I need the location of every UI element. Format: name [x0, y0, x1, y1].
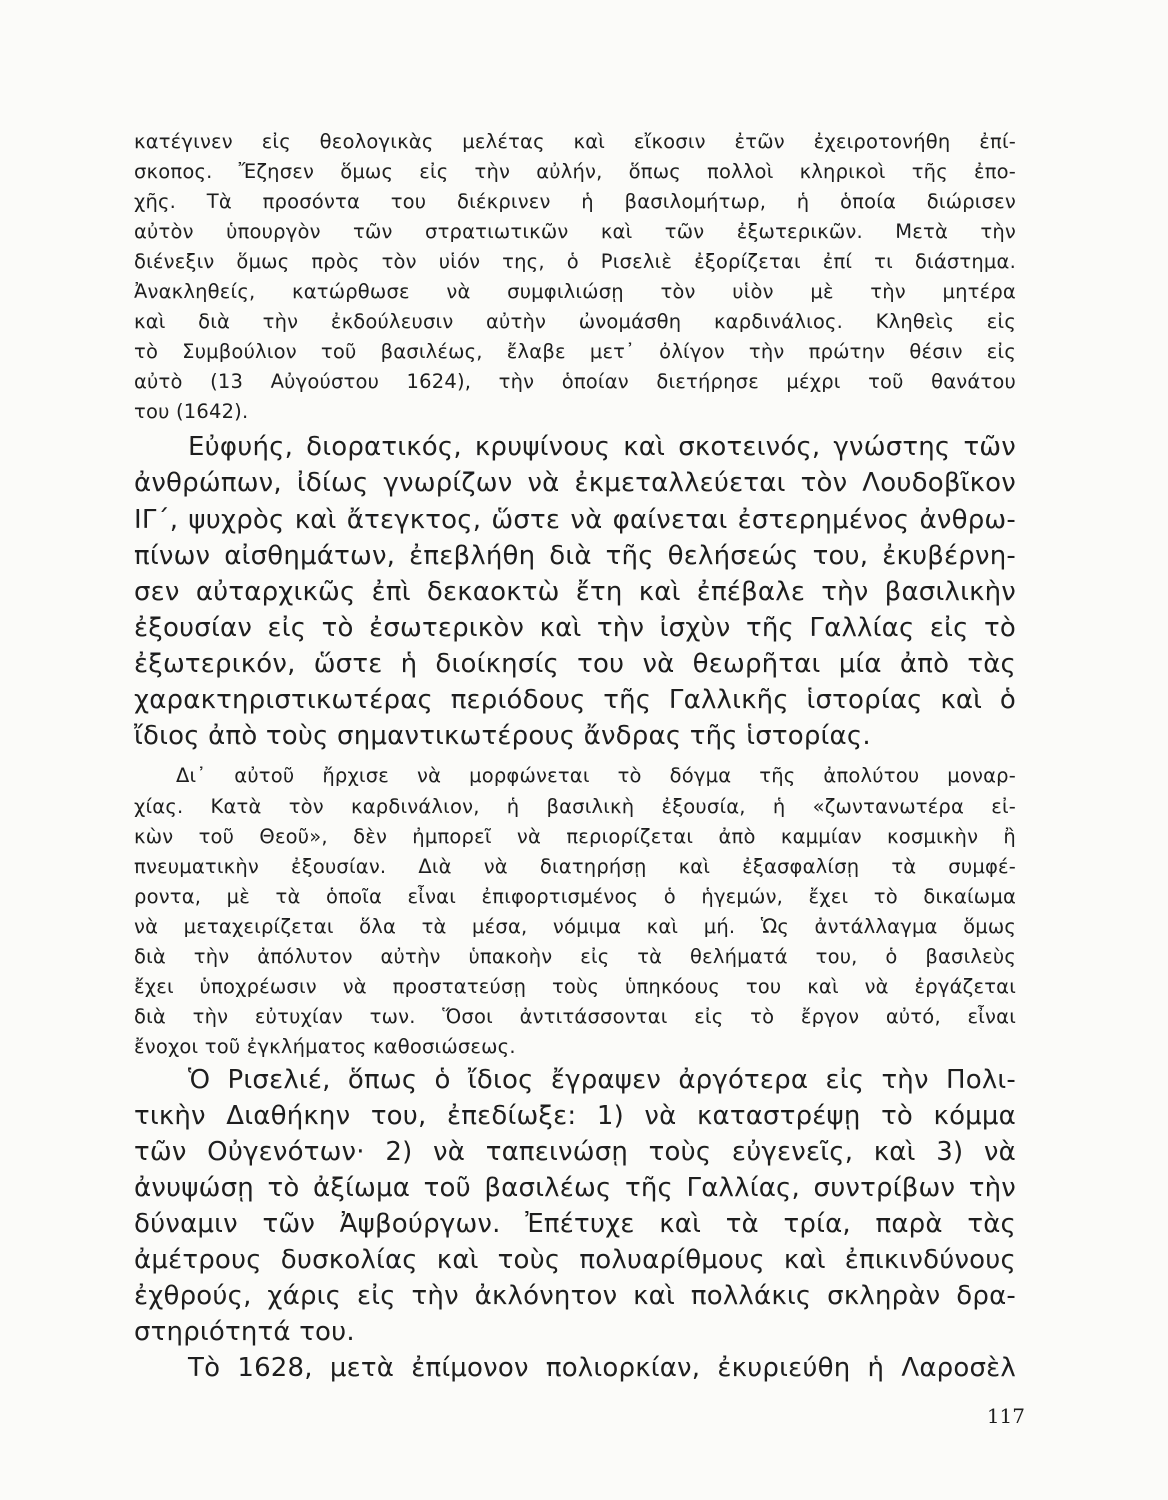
paragraph-4-line-6: ἀμέτρους δυσκολίας καὶ τοὺς πολυαρίθμους καὶ ἐπικινδύνους [134, 1245, 1016, 1275]
paragraph-2-line-2: ἀνθρώπων, ἰδίως γνωρίζων νὰ ἐκμεταλλεύεται τὸν Λουδοβῖκον [134, 468, 1016, 498]
paragraph-3-line-1: Δι᾽ αὐτοῦ ἤρχισε νὰ μορφώνεται τὸ δόγμα τῆς ἀπολύτου μοναρ- [176, 764, 1016, 787]
paragraph-3-line-10: ἔνοχοι τοῦ ἐγκλήματος καθοσιώσεως. [134, 1035, 516, 1058]
paragraph-1-line-5: διένεξιν ὅμως πρὸς τὸν υἱόν της, ὁ Ρισελιὲ ἐξορίζεται ἐπί τι διάστημα. [134, 250, 1016, 273]
paragraph-2-line-4: πίνων αἰσθημάτων, ἐπεβλήθη διὰ τῆς θελήσεώς του, ἐκυβέρνη- [134, 541, 1016, 571]
paragraph-2-line-7: ἐξωτερικόν, ὥστε ἡ διοίκησίς του νὰ θεωρῆται μία ἀπὸ τὰς [134, 649, 1016, 679]
paragraph-3-line-5: ροντα, μὲ τὰ ὁποῖα εἶναι ἐπιφορτισμένος ὁ ἡγεμών, ἔχει τὸ δικαίωμα [134, 885, 1016, 908]
paragraph-4-line-4: ἀνυψώσῃ τὸ ἀξίωμα τοῦ βασιλέως τῆς Γαλλίας, συντρίβων τὴν [134, 1173, 1016, 1203]
paragraph-4-line-8: στηριότητά του. [134, 1317, 355, 1347]
paragraph-1-line-7: καὶ διὰ τὴν ἐκδούλευσιν αὐτὴν ὠνομάσθη καρδινάλιος. Κληθεὶς εἰς [134, 310, 1016, 333]
paragraph-2-line-5: σεν αὐταρχικῶς ἐπὶ δεκαοκτὼ ἔτη καὶ ἐπέβαλε τὴν βασιλικὴν [134, 577, 1016, 607]
paragraph-1-line-1: κατέγινεν εἰς θεολογικὰς μελέτας καὶ εἴκοσιν ἐτῶν ἐχειροτονήθη ἐπί- [134, 130, 1016, 153]
paragraph-5-line-1: Τὸ 1628, μετὰ ἐπίμονον πολιορκίαν, ἐκυριεύθη ἡ Λαροσὲλ [188, 1353, 1016, 1383]
paragraph-1-line-2: σκοπος. Ἔζησεν ὅμως εἰς τὴν αὐλήν, ὅπως πολλοὶ κληρικοὶ τῆς ἐπο- [134, 160, 1016, 183]
paragraph-1-line-8: τὸ Συμβούλιον τοῦ βασιλέως, ἔλαβε μετ᾽ ὀλίγον τὴν πρώτην θέσιν εἰς [134, 340, 1016, 363]
paragraph-3-line-9: διὰ τὴν εὐτυχίαν των. Ὅσοι ἀντιτάσσονται εἰς τὸ ἔργον αὐτό, εἶναι [134, 1005, 1016, 1028]
paragraph-1-line-3: χῆς. Τὰ προσόντα του διέκρινεν ἡ βασιλομήτωρ, ἡ ὁποία διώρισεν [134, 190, 1016, 213]
paragraph-3-line-6: νὰ μεταχειρίζεται ὅλα τὰ μέσα, νόμιμα καὶ μή. Ὡς ἀντάλλαγμα ὅμως [134, 915, 1016, 938]
paragraph-3-line-7: διὰ τὴν ἀπόλυτον αὐτὴν ὑπακοὴν εἰς τὰ θελήματά του, ὁ βασιλεὺς [134, 945, 1016, 968]
paragraph-2-line-8: χαρακτηριστικωτέρας περιόδους τῆς Γαλλικῆς ἱστορίας καὶ ὁ [134, 685, 1016, 715]
paragraph-1-line-10: του (1642). [134, 400, 249, 423]
paragraph-2-line-9: ἴδιος ἀπὸ τοὺς σημαντικωτέρους ἄνδρας τῆς ἱστορίας. [134, 721, 871, 751]
paragraph-2-line-1: Εὐφυής, διορατικός, κρυψίνους καὶ σκοτεινός, γνώστης τῶν [188, 432, 1016, 462]
page-number: 117 [986, 1404, 1025, 1428]
paragraph-3-line-4: πνευματικὴν ἐξουσίαν. Διὰ νὰ διατηρήσῃ καὶ ἐξασφαλίσῃ τὰ συμφέ- [134, 855, 1016, 878]
paragraph-1-line-6: Ἀνακληθείς, κατώρθωσε νὰ συμφιλιώσῃ τὸν υἱὸν μὲ τὴν μητέρα [134, 280, 1016, 303]
paragraph-2-line-6: ἐξουσίαν εἰς τὸ ἐσωτερικὸν καὶ τὴν ἰσχὺν τῆς Γαλλίας εἰς τὸ [134, 613, 1016, 643]
paragraph-4-line-5: δύναμιν τῶν Ἀψβούργων. Ἐπέτυχε καὶ τὰ τρία, παρὰ τὰς [134, 1209, 1016, 1239]
paragraph-1-line-9: αὐτὸ (13 Αὐγούστου 1624), τὴν ὁποίαν διετήρησε μέχρι τοῦ θανάτου [134, 370, 1016, 393]
paragraph-4-line-7: ἐχθρούς, χάρις εἰς τὴν ἀκλόνητον καὶ πολλάκις σκληρὰν δρα- [134, 1281, 1016, 1311]
paragraph-4-line-3: τῶν Οὐγενότων· 2) νὰ ταπεινώσῃ τοὺς εὐγενεῖς, καὶ 3) νὰ [134, 1137, 1016, 1167]
paragraph-4-line-1: Ὁ Ρισελιέ, ὅπως ὁ ἴδιος ἔγραψεν ἀργότερα εἰς τὴν Πολι- [188, 1065, 1016, 1095]
paragraph-1-line-4: αὐτὸν ὑπουργὸν τῶν στρατιωτικῶν καὶ τῶν ἐξωτερικῶν. Μετὰ τὴν [134, 220, 1016, 243]
paragraph-4-line-2: τικὴν Διαθήκην του, ἐπεδίωξε: 1) νὰ καταστρέψῃ τὸ κόμμα [134, 1101, 1016, 1131]
paragraph-3-line-8: ἔχει ὑποχρέωσιν νὰ προστατεύσῃ τοὺς ὑπηκόους του καὶ νὰ ἐργάζεται [134, 975, 1016, 998]
paragraph-2-line-3: ΙΓ΄, ψυχρὸς καὶ ἄτεγκτος, ὥστε νὰ φαίνεται ἐστερημένος ἀνθρω- [134, 505, 1016, 535]
paragraph-3-line-2: χίας. Κατὰ τὸν καρδινάλιον, ἡ βασιλικὴ ἐξουσία, ἡ «ζωντανωτέρα εἰ- [134, 795, 1016, 818]
paragraph-3-line-3: κὼν τοῦ Θεοῦ», δὲν ἠμπορεῖ νὰ περιορίζεται ἀπὸ καμμίαν κοσμικὴν ἢ [134, 825, 1016, 848]
